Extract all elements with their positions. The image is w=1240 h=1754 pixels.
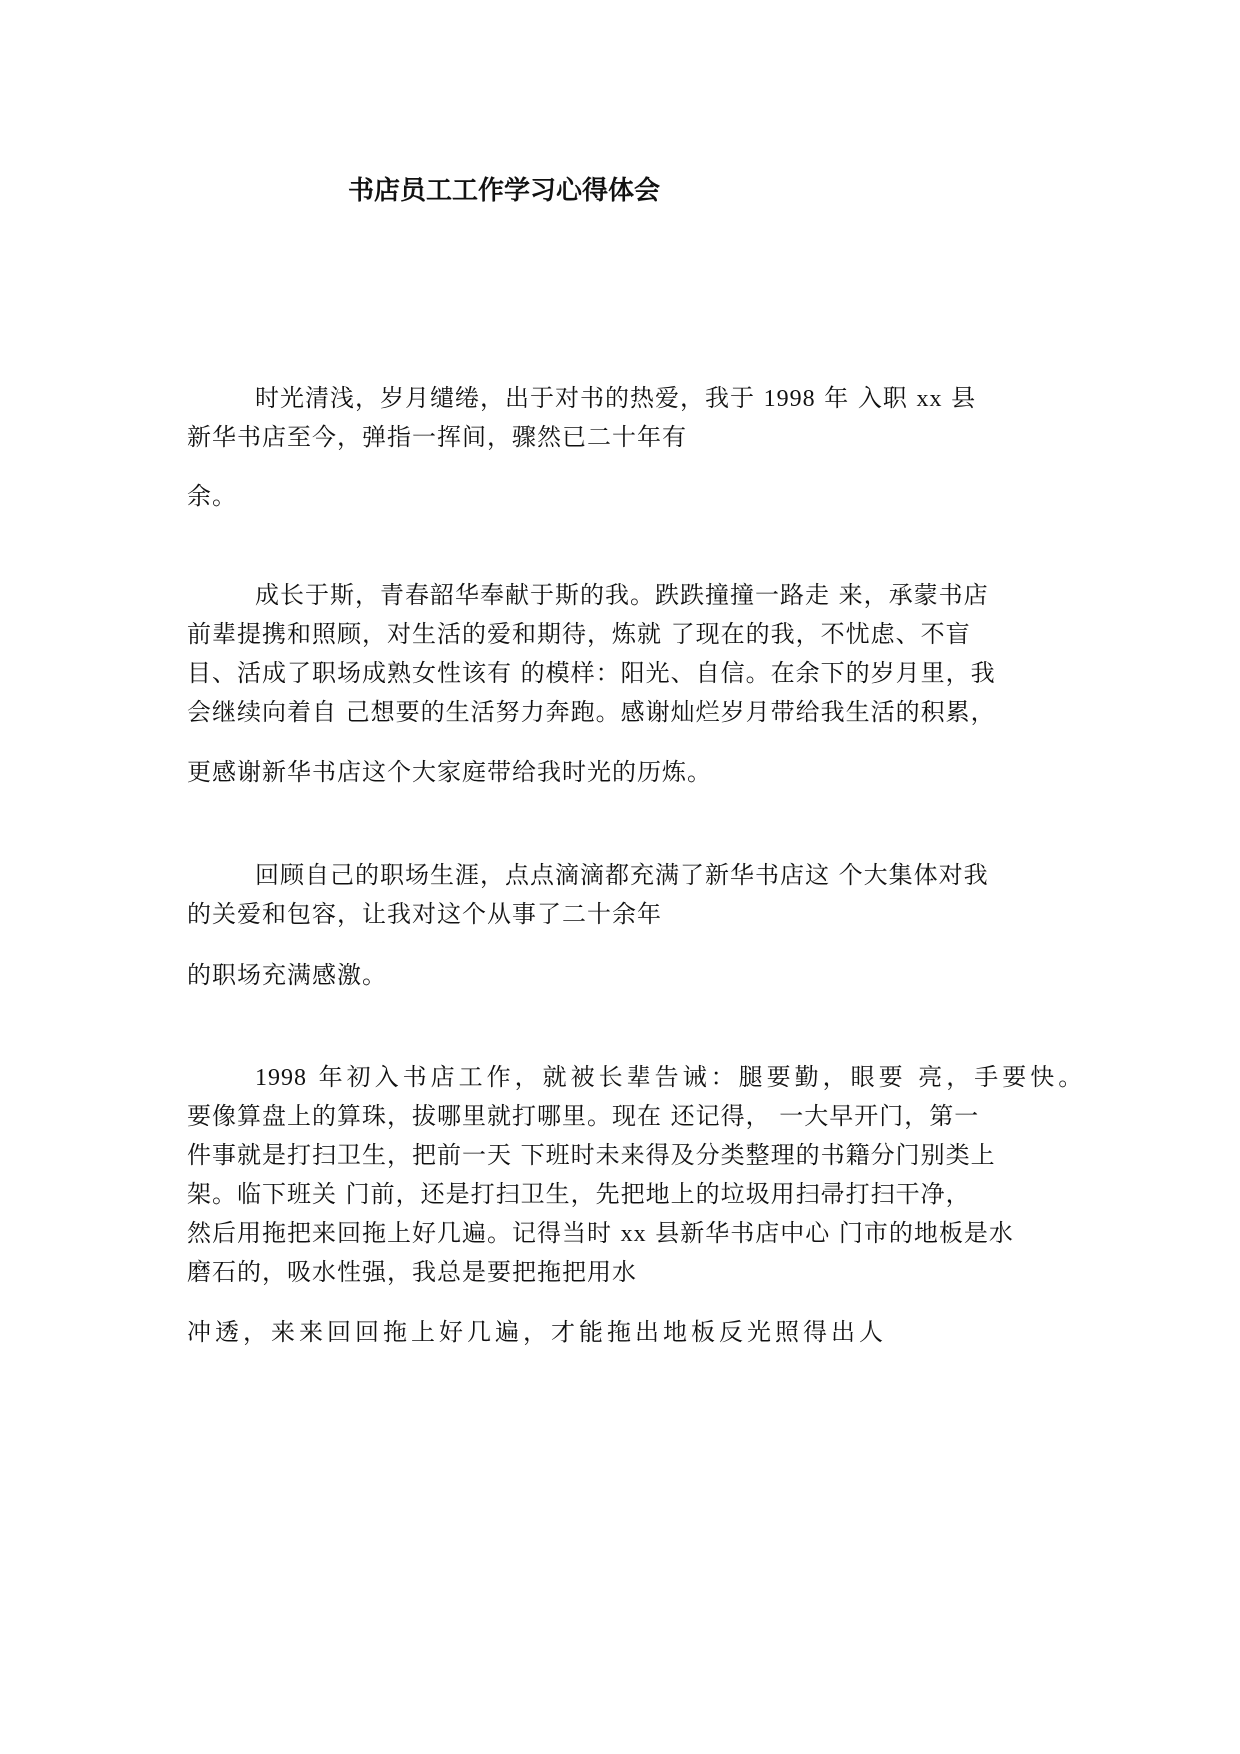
paragraph-4-line-2: 要像算盘上的算珠，拔哪里就打哪里。现在 还记得， 一大早开门，第一 <box>187 1102 980 1130</box>
county-placeholder: xx <box>916 386 943 412</box>
paragraph-1-line-1 <box>255 383 976 414</box>
paragraph-3-line-2: 的关爱和包容，让我对这个从事了二十余年 <box>187 900 662 928</box>
paragraph-2-line-3: 目、活成了职场成熟女性该有 的模样：阳光、自信。在余下的岁月里，我 <box>187 659 996 687</box>
text-segment: 年初入书店工作，就被长辈告诫：腿要勤，眼要 亮，手要快。 <box>307 1063 1087 1091</box>
paragraph-1-line-3: 余。 <box>187 482 237 510</box>
paragraph-2-line-4: 会继续向着自 己想要的生活努力奔跑。感谢灿烂岁月带给我生活的积累， <box>187 698 996 726</box>
paragraph-3-line-3: 的职场充满感激。 <box>187 961 387 989</box>
paragraph-3-line-1: 回顾自己的职场生涯，点点滴滴都充满了新华书店这 个大集体对我 <box>255 861 989 889</box>
paragraph-4-line-1 <box>255 1062 1086 1093</box>
paragraph-2-line-1: 成长于斯，青春韶华奉献于斯的我。跌跌撞撞一路走 来，承蒙书店 <box>255 581 989 609</box>
paragraph-4-line-7: 冲透，来来回回拖上好几遍，才能拖出地板反光照得出人 <box>187 1318 887 1346</box>
county-placeholder: xx <box>620 1221 647 1247</box>
text-segment: 县新华书店中心 门市的地板是水 <box>646 1219 1014 1247</box>
document-title: 书店员工工作学习心得体会 <box>348 176 661 206</box>
paragraph-2-line-2: 前辈提携和照顾，对生活的爱和期待，炼就 了现在的我，不忧虑、不盲 <box>187 620 971 648</box>
paragraph-4-line-5 <box>187 1218 1014 1249</box>
paragraph-4-line-6: 磨石的，吸水性强，我总是要把拖把用水 <box>187 1258 637 1286</box>
text-segment: 时光清浅，岁月缱绻，出于对书的热爱，我于 <box>255 384 764 412</box>
paragraph-2-line-5: 更感谢新华书店这个大家庭带给我时光的历炼。 <box>187 758 712 786</box>
paragraph-1-line-2: 新华书店至今，弹指一挥间，骤然已二十年有 <box>187 423 687 451</box>
paragraph-4-line-4: 架。临下班关 门前，还是打扫卫生，先把地上的垃圾用扫帚打扫干净， <box>187 1180 971 1208</box>
text-segment: 年 入职 <box>815 384 917 412</box>
paragraph-4-line-3: 件事就是打扫卫生，把前一天 下班时未来得及分类整理的书籍分门别类上 <box>187 1141 996 1169</box>
text-segment: 然后用拖把来回拖上好几遍。记得当时 <box>187 1219 621 1247</box>
year-number: 1998 <box>255 1065 307 1091</box>
year-number: 1998 <box>763 386 816 412</box>
text-segment: 县 <box>942 384 977 412</box>
